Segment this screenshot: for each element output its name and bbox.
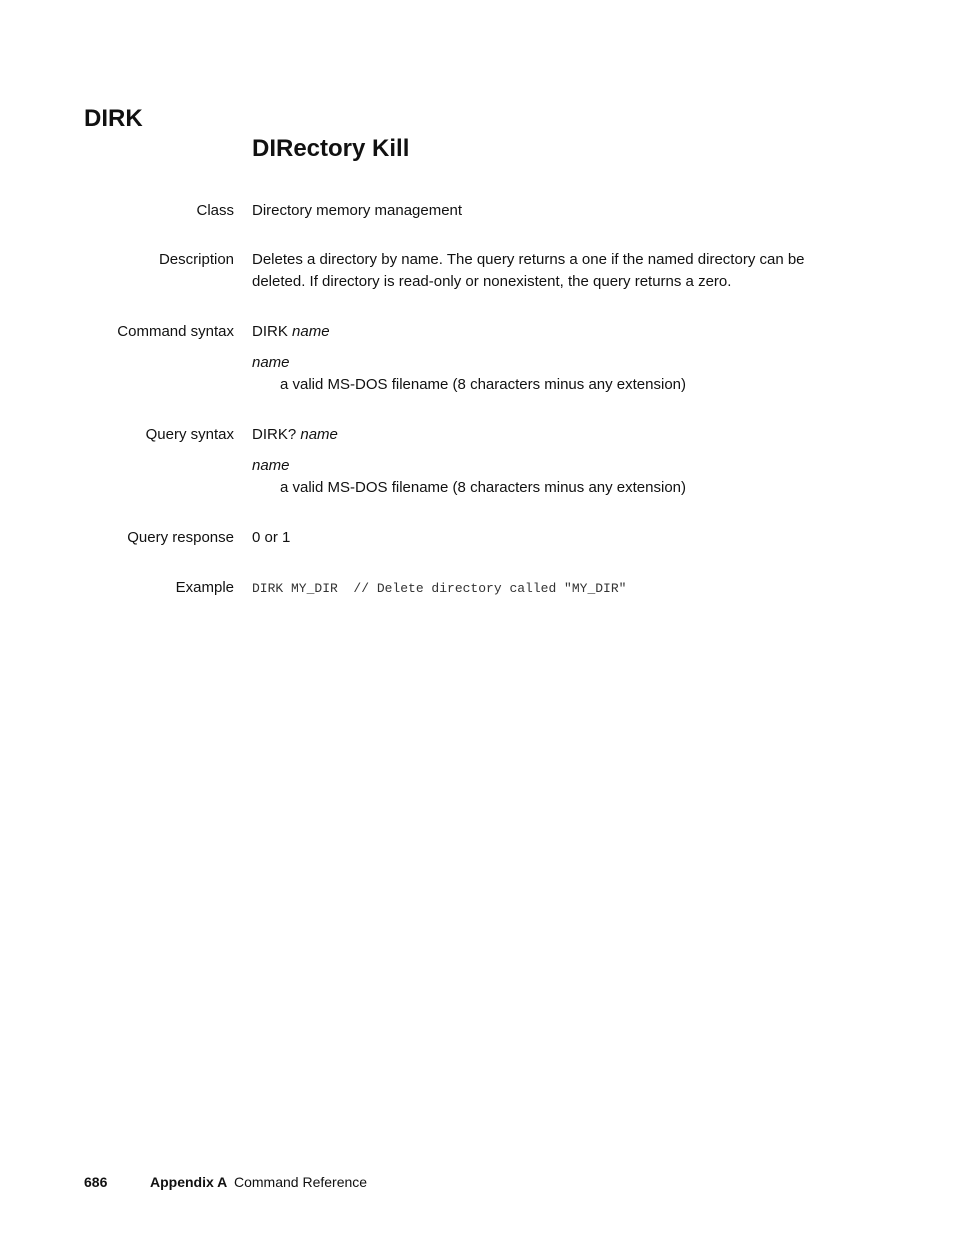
query-syntax-command: DIRK? [252, 426, 297, 443]
footer-page-number: 686 [84, 1174, 108, 1190]
description-label: Description [158, 251, 234, 268]
footer-appendix: Appendix A [150, 1174, 228, 1190]
command-heading: DIRK [84, 105, 143, 132]
example-body [252, 577, 852, 600]
command-syntax-label: Command syntax [117, 323, 234, 340]
footer-title: Command Reference [234, 1174, 368, 1190]
example-code: DIRK MY_DIR // Delete directory called "MY_DIR" [252, 581, 627, 596]
description-value: Deletes a directory by name. The query returns a one if the named directory can be deleted. If directory is read-only or nonexistent, the query returns a zero. [252, 251, 805, 290]
command-syntax-body [252, 321, 852, 396]
query-response-label: Query response [127, 529, 234, 546]
command-param-term: name [252, 354, 290, 371]
query-syntax-line [252, 424, 852, 446]
query-param-description: a valid MS-DOS filename (8 characters minus any extension) [280, 479, 686, 496]
class-value: Directory memory management [252, 202, 463, 219]
command-syntax-line [252, 321, 852, 343]
example-label: Example [175, 579, 234, 596]
command-syntax-argument: name [292, 323, 330, 340]
class-label: Class [196, 202, 234, 219]
query-syntax-argument: name [300, 426, 338, 443]
query-syntax-label: Query syntax [145, 426, 234, 443]
command-subheading: DIRectory Kill [252, 135, 410, 162]
query-syntax-body [252, 424, 852, 499]
query-param-term: name [252, 457, 290, 474]
query-response-value: 0 or 1 [252, 529, 291, 546]
command-syntax-command: DIRK [252, 323, 288, 340]
command-param-description: a valid MS-DOS filename (8 characters minus any extension) [280, 376, 686, 393]
